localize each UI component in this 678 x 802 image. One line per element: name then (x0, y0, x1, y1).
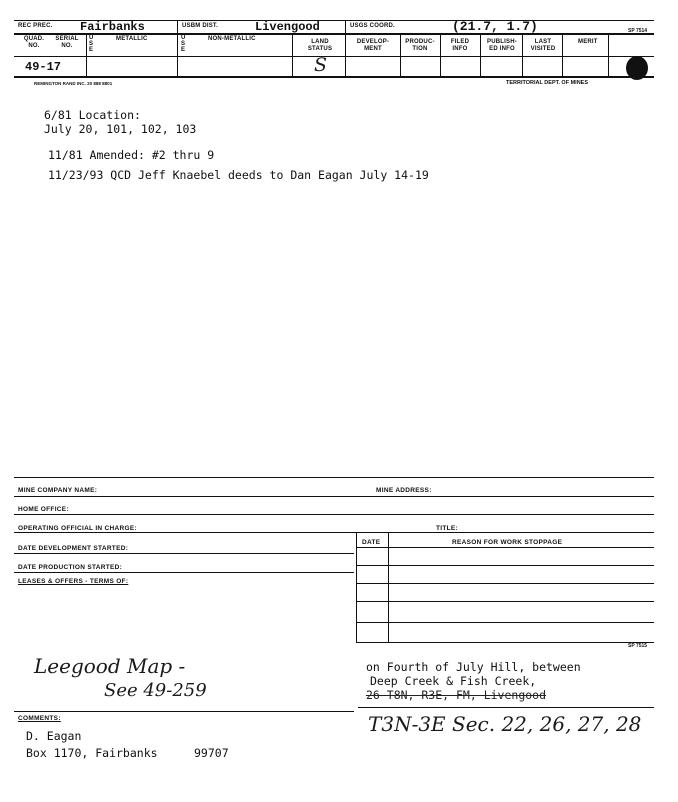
rule (14, 711, 354, 712)
usgs-coord-value: (21.7, 1.7) (452, 19, 538, 34)
rule (356, 601, 654, 602)
rule (14, 496, 654, 497)
merit-label: MERIT (578, 39, 598, 45)
quad-label: QUAD. NO. (23, 36, 45, 49)
rule (356, 622, 654, 623)
divider (177, 20, 178, 76)
divider (345, 20, 346, 76)
usbm-dist-label: USBM DIST. (182, 23, 219, 29)
rule (14, 553, 354, 554)
divider (400, 33, 401, 76)
comment-zip: 99707 (194, 746, 229, 760)
development-label: DEVELOP- MENT (356, 39, 390, 52)
date-column-label: DATE (362, 539, 381, 546)
header-rule-bottom (14, 76, 654, 78)
home-office-label: HOME OFFICE: (18, 506, 69, 513)
divider (562, 33, 563, 76)
rule (358, 707, 654, 708)
metallic-label: METALLIC (116, 36, 148, 42)
note-line-4: 11/23/93 QCD Jeff Knaebel deeds to Dan Eagan July 14-19 (48, 168, 429, 182)
rule (14, 532, 654, 533)
rule (356, 532, 357, 642)
handwritten-see-note: See 49-259 (104, 680, 207, 701)
form-number-bottom: SP 7515 (628, 643, 648, 649)
last-visited-label: LAST VISITED (530, 39, 556, 52)
usbm-dist-value: Livengood (255, 20, 320, 34)
title-label: TITLE: (436, 525, 459, 532)
comments-label: COMMENTS: (18, 715, 61, 722)
rec-prec-label: REC PREC. (18, 23, 53, 29)
reason-stoppage-label: REASON FOR WORK STOPPAGE (452, 539, 563, 546)
rule (356, 565, 654, 566)
land-status-value: S (314, 54, 328, 76)
comment-name: D. Eagan (26, 729, 82, 743)
rule (388, 532, 389, 642)
quad-serial-value: 49-17 (25, 60, 62, 74)
land-status-label: LAND STATUS (307, 39, 333, 52)
handwritten-map-note: Leegood Map - (34, 654, 186, 678)
date-production-label: DATE PRODUCTION STARTED: (18, 564, 123, 571)
divider (608, 33, 609, 76)
comment-address: Box 1170, Fairbanks (26, 746, 158, 760)
production-label: PRODUC- TION (405, 39, 435, 52)
use-label-2: U S E (181, 35, 186, 53)
note-line-3: 11/81 Amended: #2 thru 9 (48, 148, 215, 162)
divider (86, 33, 87, 76)
published-info-label: PUBLISH- ED INFO (487, 39, 517, 52)
usgs-coord-label: USGS COORD. (350, 23, 395, 29)
mine-company-label: MINE COMPANY NAME: (18, 487, 98, 494)
dept-line: TERRITORIAL DEPT. OF MINES (506, 80, 588, 86)
divider (440, 33, 441, 76)
divider (522, 33, 523, 76)
printer-line: REMINGTON RAND INC. 20 888 8801 (34, 81, 113, 86)
location-line-1: on Fourth of July Hill, between (366, 660, 581, 674)
divider (292, 33, 293, 76)
operating-official-label: OPERATING OFFICIAL IN CHARGE: (18, 525, 137, 532)
location-line-2: Deep Creek & Fish Creek, (370, 674, 537, 688)
divider (480, 33, 481, 76)
mine-address-label: MINE ADDRESS: (376, 487, 432, 494)
rule (14, 477, 654, 478)
rec-prec-value: Fairbanks (80, 20, 145, 34)
use-label-1: U S E (89, 35, 94, 53)
header-rule-mid (14, 56, 654, 57)
leases-label: LEASES & OFFERS - TERMS OF: (18, 578, 129, 585)
rule (14, 572, 354, 573)
note-line-1: 6/81 Location: (44, 108, 141, 122)
punch-mark-icon (626, 56, 648, 80)
rule (356, 547, 654, 548)
serial-label: SERIAL NO. (55, 36, 79, 49)
rule (356, 583, 654, 584)
nonmetallic-label: NON-METALLIC (208, 36, 256, 42)
handwritten-township: T3N-3E Sec. 22, 26, 27, 28 (368, 712, 642, 736)
date-development-label: DATE DEVELOPMENT STARTED: (18, 545, 129, 552)
rule (14, 514, 654, 515)
rule (356, 642, 654, 643)
filed-info-label: FILED INFO (450, 39, 470, 52)
form-number-top: SP 7514 (628, 28, 648, 34)
note-line-2: July 20, 101, 102, 103 (44, 122, 197, 136)
location-line-3-struck: 26 T8N, R3E, FM, Livengood (366, 688, 547, 702)
